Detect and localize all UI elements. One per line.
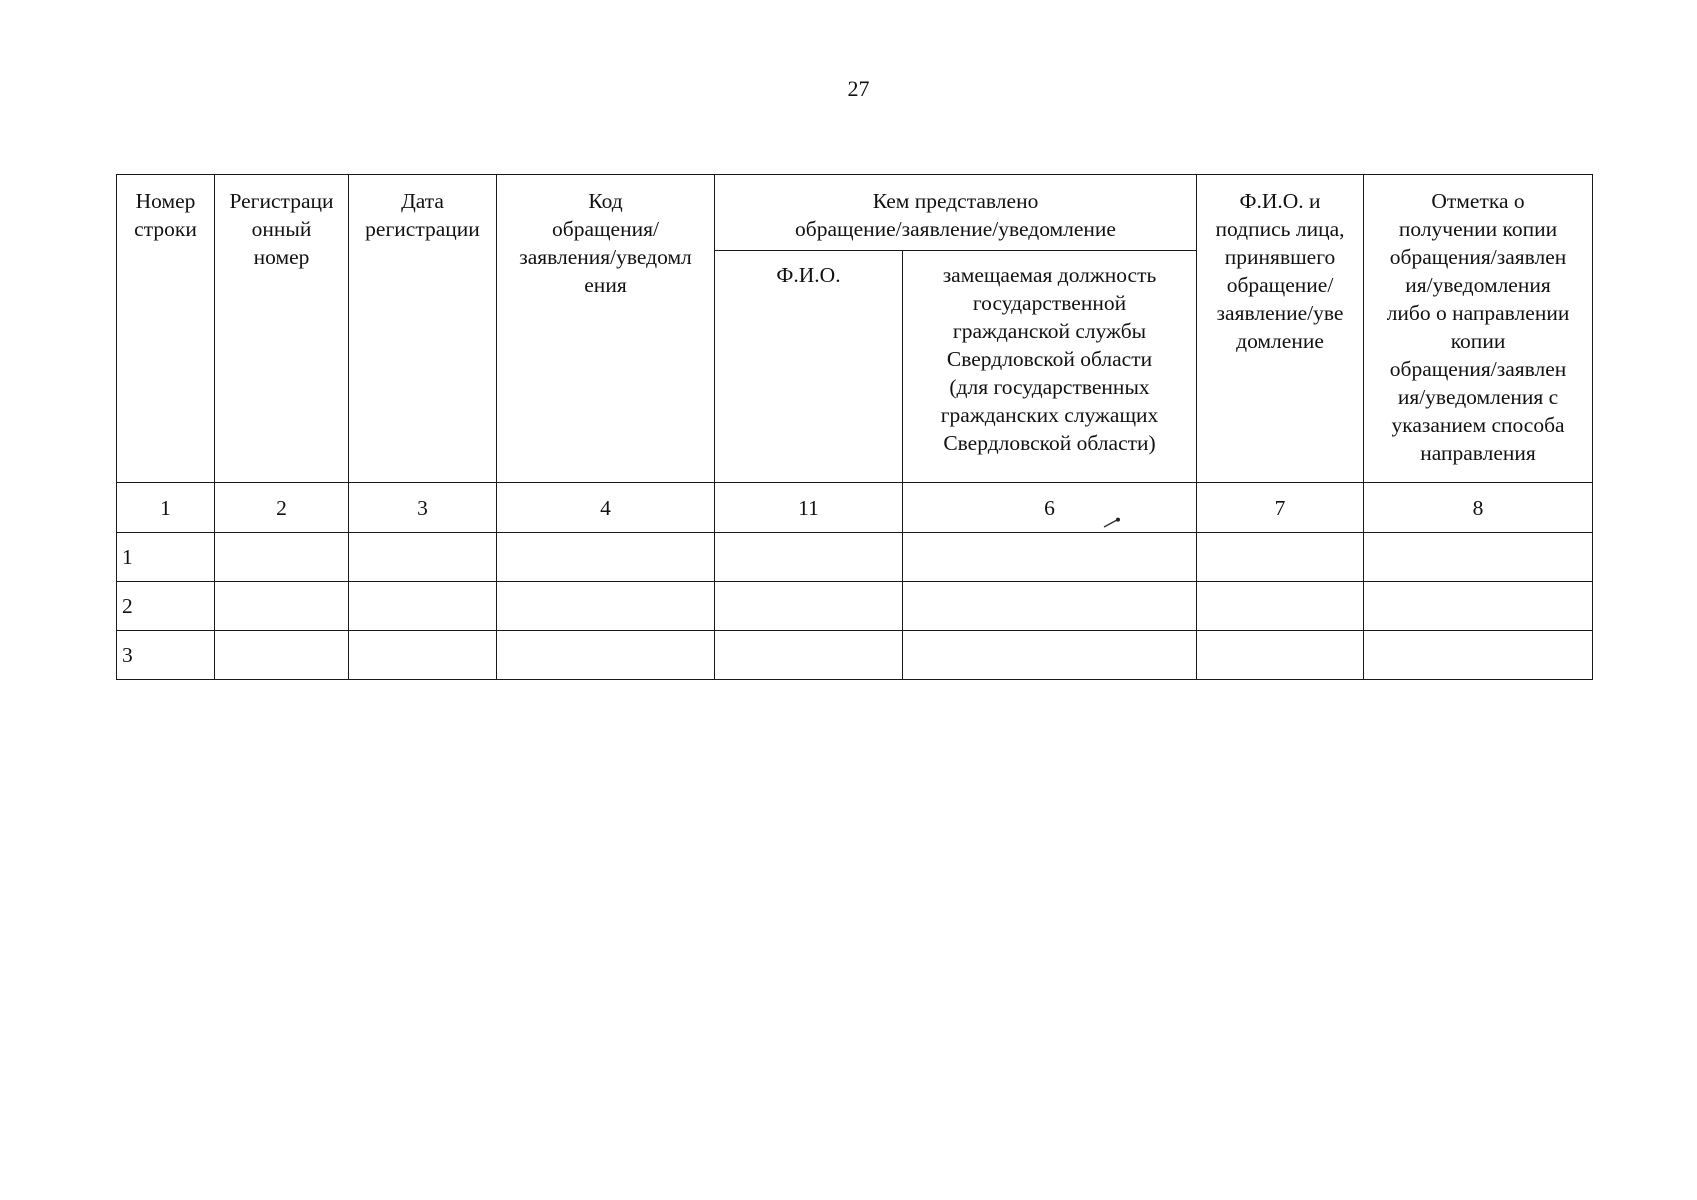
table-cell bbox=[1197, 631, 1364, 680]
table-cell bbox=[1364, 533, 1593, 582]
column-number: 1 bbox=[117, 483, 215, 533]
table-cell bbox=[903, 582, 1197, 631]
table-cell bbox=[715, 582, 903, 631]
table-cell bbox=[215, 631, 349, 680]
column-number: 11 bbox=[715, 483, 903, 533]
column-number-row bbox=[117, 483, 1593, 533]
table-cell bbox=[903, 533, 1197, 582]
table-cell bbox=[715, 533, 903, 582]
page-number: 27 bbox=[847, 76, 870, 101]
table-row bbox=[117, 631, 1593, 680]
table-cell bbox=[215, 582, 349, 631]
row-number-cell: 2 bbox=[117, 582, 215, 631]
column-number: 3 bbox=[349, 483, 497, 533]
table-cell bbox=[1197, 533, 1364, 582]
table-cell bbox=[715, 631, 903, 680]
table-cell bbox=[497, 533, 715, 582]
column-number: 6 bbox=[903, 483, 1197, 533]
table-cell bbox=[1364, 582, 1593, 631]
table-cell bbox=[349, 631, 497, 680]
table-cell bbox=[215, 533, 349, 582]
header-submitter-position: замещаемая должность государственной гражданской службы Свердловской области (для государственных гражданских служащих Свердловской области) bbox=[903, 251, 1197, 483]
table-cell bbox=[903, 631, 1197, 680]
table-cell bbox=[497, 582, 715, 631]
header-row-top bbox=[117, 175, 1593, 251]
header-row-number: Номер строки bbox=[117, 175, 215, 483]
row-number-cell: 3 bbox=[117, 631, 215, 680]
table-cell bbox=[349, 582, 497, 631]
header-request-code: Код обращения/ заявления/уведомл ения bbox=[497, 175, 715, 483]
header-submitter-fio: Ф.И.О. bbox=[715, 251, 903, 483]
header-accepted-by: Ф.И.О. и подпись лица, принявшего обращение/ заявление/уве домление bbox=[1197, 175, 1364, 483]
table-cell bbox=[497, 631, 715, 680]
table-cell bbox=[1197, 582, 1364, 631]
header-submitted-by-group: Кем представлено обращение/заявление/уведомление bbox=[715, 175, 1197, 251]
table-cell bbox=[349, 533, 497, 582]
pen-mark bbox=[1103, 517, 1123, 529]
column-number: 8 bbox=[1364, 483, 1593, 533]
header-copy-note: Отметка о получении копии обращения/заявлен ия/уведомления либо о направлении копии обращения/заявлен ия/уведомления с указанием способа направления bbox=[1364, 175, 1593, 483]
header-registration-number: Регистраци онный номер bbox=[215, 175, 349, 483]
table-row bbox=[117, 582, 1593, 631]
header-registration-date: Дата регистрации bbox=[349, 175, 497, 483]
table-cell bbox=[1364, 631, 1593, 680]
table-row bbox=[117, 533, 1593, 582]
registration-journal-table bbox=[116, 174, 1593, 680]
row-number-cell: 1 bbox=[117, 533, 215, 582]
column-number: 2 bbox=[215, 483, 349, 533]
column-number: 4 bbox=[497, 483, 715, 533]
column-number: 7 bbox=[1197, 483, 1364, 533]
